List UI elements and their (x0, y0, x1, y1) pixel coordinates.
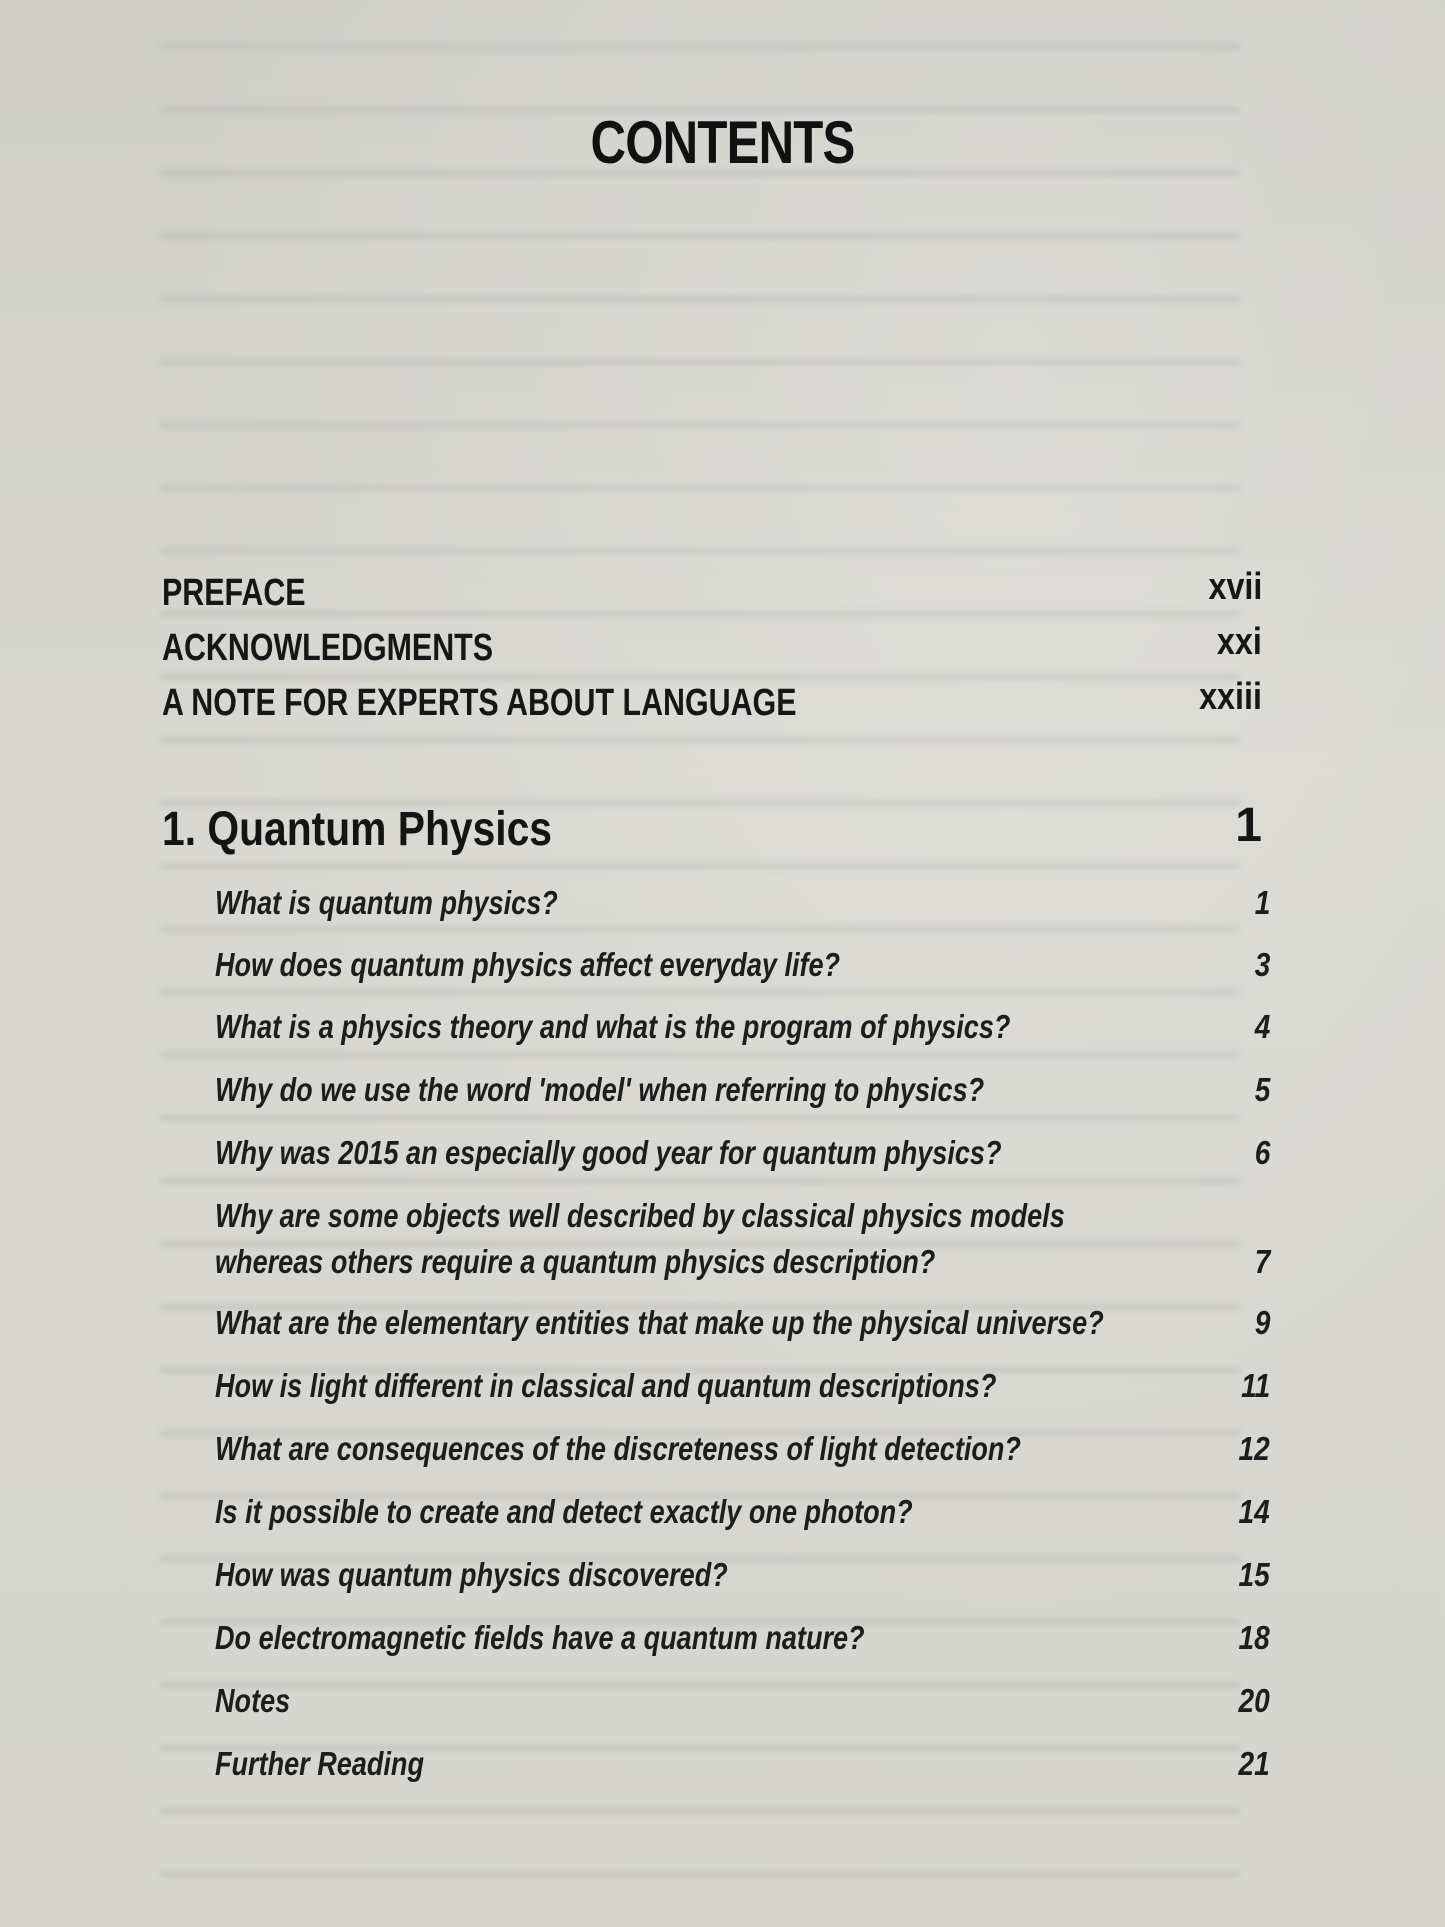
toc-entry-page: 21 (1238, 1745, 1270, 1782)
toc-entry-text: What is a physics theory and what is the program of physics? (215, 1008, 1011, 1045)
toc-front-item-preface (162, 566, 1262, 622)
toc-entry-text: How does quantum physics affect everyday life? (215, 946, 841, 983)
toc-entry-text: What are the elementary entities that make up the physical universe? (215, 1304, 1104, 1341)
page-title: CONTENTS (590, 109, 855, 176)
toc-front-page: xxi (1217, 621, 1262, 663)
toc-entry-text: How is light different in classical and quantum descriptions? (215, 1367, 997, 1404)
toc-front-label: A NOTE FOR EXPERTS ABOUT LANGUAGE (162, 682, 797, 724)
chapter-page: 1 (1235, 799, 1262, 852)
toc-entry-page: 14 (1238, 1493, 1270, 1530)
toc-front-label: ACKNOWLEDGMENTS (162, 627, 494, 669)
toc-front-page: xvii (1208, 566, 1262, 608)
toc-entry-page: 3 (1254, 946, 1270, 983)
toc-entry-page: 11 (1240, 1367, 1270, 1404)
toc-entry-text: Why are some objects well described by classical physics models (215, 1197, 1065, 1234)
toc-entry-text: Is it possible to create and detect exactly one photon? (215, 1493, 913, 1530)
toc-entry-page: 1 (1254, 884, 1270, 921)
toc-entry-text-continued: whereas others require a quantum physics description? (215, 1243, 936, 1280)
toc-front-item-acknowledgments (162, 621, 1262, 677)
toc-entry-text: What is quantum physics? (215, 884, 558, 921)
toc-entry-page: 7 (1254, 1243, 1270, 1280)
toc-entry-page: 4 (1254, 1008, 1270, 1045)
toc-entry-text: Why do we use the word 'model' when referring to physics? (215, 1071, 985, 1108)
toc-entry-page: 5 (1254, 1071, 1270, 1108)
toc-chapter-heading (162, 799, 1262, 862)
toc-entry-text: Notes (215, 1682, 291, 1719)
toc-entry-text: How was quantum physics discovered? (215, 1556, 728, 1593)
toc-entry-page: 6 (1254, 1134, 1270, 1171)
toc-entry-page: 18 (1238, 1619, 1270, 1656)
toc-front-page: xxiii (1199, 676, 1262, 718)
chapter-title: 1. Quantum Physics (162, 803, 552, 856)
toc-front-item-note (162, 676, 1262, 732)
toc-entry-page: 15 (1238, 1556, 1270, 1593)
toc-entry-text: Further Reading (215, 1745, 424, 1782)
toc-entry-page: 12 (1238, 1430, 1270, 1467)
toc-entry-page: 9 (1254, 1304, 1270, 1341)
toc-entry-text: Do electromagnetic fields have a quantum nature? (215, 1619, 865, 1656)
toc-entry-page: 20 (1238, 1682, 1270, 1719)
toc-entry-text: What are consequences of the discreteness of light detection? (215, 1430, 1021, 1467)
toc-entry (215, 1193, 1270, 1285)
toc-entry-text: Why was 2015 an especially good year for quantum physics? (215, 1134, 1002, 1171)
toc-front-label: PREFACE (162, 572, 306, 614)
